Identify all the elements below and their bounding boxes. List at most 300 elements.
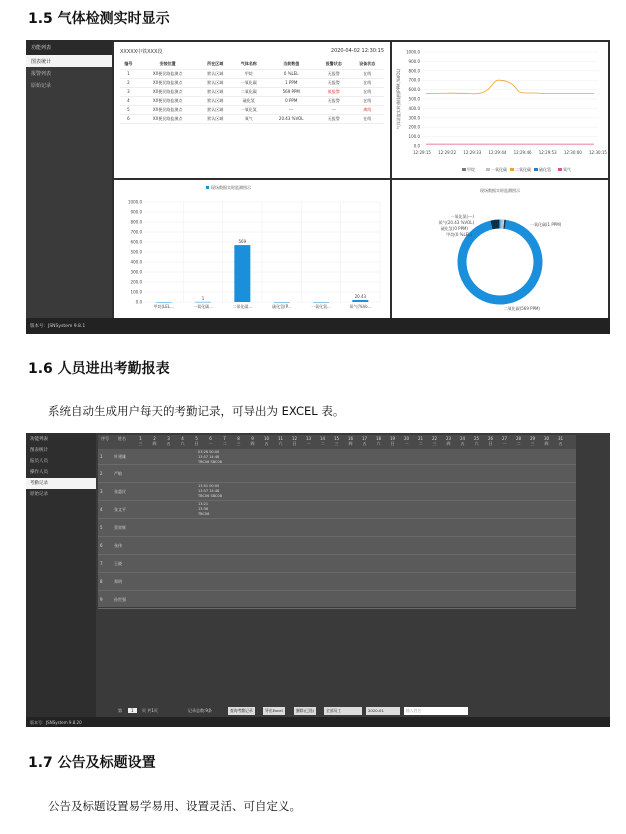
row-number: 4 [100, 507, 103, 512]
punch-time: 03:26 00:00 [198, 450, 220, 454]
col-header-no: 序号 [101, 436, 109, 441]
day-number: 15 [333, 436, 340, 441]
day-header [134, 436, 147, 446]
sidebar-item-alarm-list[interactable]: 报警列表 [31, 71, 52, 77]
sidebar-item-chart-stats[interactable]: 图表统计 [30, 448, 48, 453]
x-tick-label: 12:29:22 [438, 150, 457, 155]
x-tick-label: 一氧化氮... [311, 304, 331, 309]
table-cell: XX便民路监测点 [137, 69, 199, 78]
y-tick-label: 300.0 [408, 115, 420, 121]
table-cell: 0 PPM [265, 96, 316, 105]
person-name: 严敏 [114, 471, 122, 476]
y-tick-label: 900.0 [130, 209, 142, 215]
table-cell: XX便民路监测点 [137, 114, 199, 123]
sidebar-item-raw-records[interactable]: 原始记录 [31, 83, 52, 89]
day-header [484, 436, 497, 446]
day-header [358, 436, 371, 446]
weekday: 日 [194, 441, 199, 446]
weekday: 一 [306, 441, 311, 446]
row-number: 3 [100, 489, 103, 494]
day-header [554, 436, 567, 446]
version-label: 版本号：JSNSystem 9.8.1 [30, 324, 86, 329]
table-cell: 569 PPM [265, 87, 316, 96]
weekday: 六 [278, 441, 283, 446]
legend-label: 一氧化碳 [491, 167, 507, 172]
day-number: 12 [291, 436, 298, 441]
y-tick-label: 900.0 [408, 58, 420, 64]
day-header [288, 436, 301, 446]
day-number: 19 [389, 436, 396, 441]
bar [195, 302, 211, 303]
weekday: 四 [152, 441, 157, 446]
table-cell: 在线 [350, 87, 384, 96]
query-attendance-button[interactable]: 查询考勤记录 [230, 708, 253, 713]
line-chart [392, 42, 608, 178]
punch-time: TBC06 SBC08 [198, 494, 222, 498]
person-name: 王晓 [114, 561, 122, 566]
day-number: 23 [445, 436, 452, 441]
weekday: 五 [264, 441, 269, 446]
x-tick-label: 硫化氢(P... [272, 304, 292, 309]
device-table-panel [114, 42, 390, 178]
pie-chart-panel [392, 180, 608, 318]
day-header [246, 436, 259, 446]
legend-label: 甲烷 [467, 167, 475, 172]
y-tick-label: 500.0 [130, 249, 142, 255]
day-header [540, 436, 553, 446]
legend-swatch [486, 168, 490, 171]
table-cell: 离线 [350, 105, 384, 114]
day-number: 8 [237, 436, 240, 441]
day-header [414, 436, 427, 446]
table-row[interactable] [98, 465, 576, 483]
attendance-log [198, 484, 222, 499]
col-header: 安装位置 [137, 60, 199, 69]
day-header [442, 436, 455, 446]
table-cell: 默认区域 [198, 78, 232, 87]
x-tick-label: 12:30:00 [563, 150, 582, 155]
day-header [274, 436, 287, 446]
weekday: 日 [390, 441, 395, 446]
table-title: XXXXX中铁XXX段 [120, 49, 163, 55]
day-header [176, 436, 189, 446]
device-table [120, 60, 384, 124]
weekday: 一 [502, 441, 507, 446]
weekday: 一 [404, 441, 409, 446]
x-tick-label: 12:30:15 [589, 150, 607, 155]
x-tick-label: 二氧化碳... [232, 304, 253, 309]
data-label: 20.43 [354, 293, 367, 299]
table-cell: 1 PPM [265, 78, 316, 87]
data-label: 1 [201, 295, 205, 301]
day-number: 26 [487, 436, 494, 441]
attendance-log [198, 450, 222, 465]
day-header [498, 436, 511, 446]
day-number: 21 [417, 436, 424, 441]
sidebar-item-operators[interactable]: 操作人员 [30, 470, 48, 475]
bar [274, 302, 290, 303]
day-number: 5 [195, 436, 198, 441]
x-tick-label: 氧气(%Vo... [349, 304, 372, 309]
table-cell: 20.43 %VOL [265, 114, 316, 123]
weekday: 六 [474, 441, 479, 446]
day-number: 17 [361, 436, 368, 441]
day-number: 3 [167, 436, 170, 441]
donut-slice [491, 224, 499, 225]
x-tick-label: 12:29:44 [488, 150, 507, 155]
punch-time: TBC06 [198, 512, 210, 516]
y-tick-label: 600.0 [408, 87, 420, 93]
weekday: 四 [250, 441, 255, 446]
day-header [162, 436, 175, 446]
table-cell: 氧气 [232, 114, 266, 123]
weekday: 六 [180, 441, 185, 446]
chart-title: 现场数据实时监测图示 [211, 185, 251, 190]
line-series-0 [426, 80, 594, 94]
table-cell: 5 [120, 105, 137, 114]
table-cell: 3 [120, 87, 137, 96]
day-header [218, 436, 231, 446]
table-cell: 4 [120, 96, 137, 105]
row-number: 8 [100, 579, 103, 584]
person-name: 张惠民 [114, 489, 126, 494]
sidebar-title: 功能列表 [30, 437, 48, 442]
col-header: 设备状态 [350, 60, 384, 69]
table-cell: 一氧化氮 [232, 105, 266, 114]
day-number: 25 [473, 436, 480, 441]
table-cell: --- [265, 105, 316, 114]
table-row[interactable] [120, 78, 384, 87]
day-header [302, 436, 315, 446]
table-cell: 默认区域 [198, 114, 232, 123]
table-cell: 默认区域 [198, 87, 232, 96]
table-row[interactable] [98, 501, 576, 519]
col-header-name: 姓名 [118, 436, 126, 441]
legend-swatch [510, 168, 514, 171]
x-tick-label: 12:29:53 [538, 150, 557, 155]
slice-label: 甲烷(0 %LEL) [446, 232, 472, 237]
table-row[interactable] [98, 537, 576, 555]
pager-suffix: 页 共1页 [142, 708, 158, 713]
person-name: 张文平 [114, 507, 126, 512]
x-tick-label: 12:29:33 [463, 150, 482, 155]
col-header: 气体名称 [232, 60, 266, 69]
day-header [512, 436, 525, 446]
weekday: 四 [348, 441, 353, 446]
y-axis-label: 气体浓度实时曲线图(PPM,%VOL) [396, 68, 401, 130]
punch-time: TBC06 SBC08 [198, 460, 222, 464]
day-header [470, 436, 483, 446]
attendance-log [198, 502, 209, 517]
day-number: 4 [181, 436, 184, 441]
punch-time: 13:57 14:48 [198, 455, 220, 459]
weekday: 三 [334, 441, 339, 446]
sidebar [26, 433, 96, 717]
gas-monitor-screenshot [26, 40, 610, 334]
y-tick-label: 800.0 [130, 219, 142, 225]
row-number: 5 [100, 525, 103, 530]
day-header [148, 436, 161, 446]
day-number: 2 [153, 436, 156, 441]
weekday: 四 [446, 441, 451, 446]
person-name: 孙世强 [114, 597, 126, 602]
y-tick-label: 1000.0 [128, 199, 142, 205]
day-number: 31 [557, 436, 564, 441]
day-number: 10 [263, 436, 270, 441]
weekday: 二 [222, 441, 227, 446]
section-heading-1-6: 1.6 人员进出考勤报表 [28, 361, 170, 377]
month-picker[interactable]: 2020-01 [366, 707, 400, 715]
weekday: 五 [558, 441, 563, 446]
table-cell: 硫化氢 [232, 96, 266, 105]
sidebar-item-attendance[interactable]: 考勤记录 [26, 478, 96, 489]
table-cell: 甲烷 [232, 69, 266, 78]
y-tick-label: 700.0 [408, 77, 420, 83]
slice-label: 氧气(20.43 %VOL) [438, 220, 474, 225]
table-cell: XX便民路监测点 [137, 87, 199, 96]
delete-selected-button[interactable]: 删除(已选) [296, 708, 315, 713]
weekday: 五 [460, 441, 465, 446]
punch-time: 13:21 [198, 502, 209, 506]
table-cell: 默认区域 [198, 96, 232, 105]
day-header [428, 436, 441, 446]
day-number: 13 [305, 436, 312, 441]
day-number: 14 [319, 436, 326, 441]
table-cell: 1 [120, 69, 137, 78]
table-cell: 0 %LEL [265, 69, 316, 78]
punch-time: 13:57 14:48 [198, 489, 220, 493]
chart-title: 现场数据实时监测图示 [480, 188, 520, 193]
x-tick-label: 12:29:46 [513, 150, 532, 155]
weekday: 三 [138, 441, 143, 446]
day-number: 9 [251, 436, 254, 441]
col-header: 编号 [120, 60, 137, 69]
bar-chart [114, 180, 390, 318]
table-cell: 2 [120, 78, 137, 87]
weekday: 五 [166, 441, 171, 446]
weekday: 日 [488, 441, 493, 446]
weekday: 四 [544, 441, 549, 446]
sidebar-item-raw-records[interactable]: 原始记录 [30, 492, 48, 497]
day-header [260, 436, 273, 446]
y-tick-label: 700.0 [130, 229, 142, 235]
legend-swatch [462, 168, 466, 171]
weekday: 日 [292, 441, 297, 446]
table-cell: 在线 [350, 96, 384, 105]
version-label: 版本号：JSNSystem 9.8.20 [30, 720, 82, 725]
legend-label: 硫化氢 [539, 167, 551, 172]
legend-label: 氧气 [563, 167, 571, 172]
page-input[interactable]: 1 [128, 708, 137, 713]
table-cell: 在线 [350, 78, 384, 87]
day-number: 30 [543, 436, 550, 441]
day-header [204, 436, 217, 446]
table-cell: 低报警 [317, 87, 351, 96]
x-tick-label: 一氧化碳... [193, 304, 213, 309]
day-header [232, 436, 245, 446]
row-number: 2 [100, 471, 103, 476]
day-number: 1 [139, 436, 142, 441]
sidebar [26, 40, 112, 318]
table-row[interactable] [98, 573, 576, 591]
bar [234, 245, 250, 302]
punch-time: 13:51 00:00 [198, 484, 220, 488]
data-label: 569 [238, 239, 247, 245]
legend-swatch [206, 186, 209, 189]
x-tick-label: 甲烷(LEL... [153, 304, 174, 309]
sidebar-title: 功能列表 [26, 40, 112, 55]
table-row[interactable] [120, 96, 384, 105]
section-desc-1-6: 系统自动生成用户每天的考勤记录，可导出为 EXCEL 表。 [48, 404, 345, 418]
table-row[interactable] [120, 114, 384, 123]
y-tick-label: 1000.0 [406, 49, 420, 55]
datetime: 2020-04-02 12:30:15 [330, 48, 384, 54]
day-header [526, 436, 539, 446]
table-cell: XX便民路监测点 [137, 78, 199, 87]
y-tick-label: 0.0 [413, 143, 420, 149]
day-number: 11 [277, 436, 284, 441]
y-tick-label: 100.0 [130, 289, 142, 295]
table-row[interactable] [120, 105, 384, 114]
table-cell: 默认区域 [198, 69, 232, 78]
y-tick-label: 200.0 [408, 124, 420, 130]
pager [98, 707, 608, 717]
status-bar [26, 717, 610, 727]
row-number: 6 [100, 543, 103, 548]
donut-chart [392, 180, 608, 318]
legend-label: 二氧化碳 [515, 167, 531, 172]
weekday: 三 [432, 441, 437, 446]
table-cell: 一氧化碳 [232, 78, 266, 87]
table-row[interactable] [98, 449, 576, 465]
day-header [344, 436, 357, 446]
y-tick-label: 300.0 [130, 269, 142, 275]
y-tick-label: 400.0 [408, 105, 420, 111]
day-header [456, 436, 469, 446]
person-name: 郑明 [114, 579, 122, 584]
x-tick-label: 12:29:15 [413, 150, 431, 155]
day-number: 20 [403, 436, 410, 441]
table-row[interactable] [120, 69, 384, 78]
bar [313, 302, 329, 303]
y-tick-label: 400.0 [130, 259, 142, 265]
person-name: 张伟 [114, 543, 122, 548]
day-number: 16 [347, 436, 354, 441]
day-header [400, 436, 413, 446]
weekday: 三 [530, 441, 535, 446]
weekday: 一 [208, 441, 213, 446]
employee-select[interactable]: 全部员工 [324, 707, 362, 715]
table-cell: XX便民路监测点 [137, 96, 199, 105]
export-excel-button[interactable]: 导出Excel [265, 708, 283, 713]
weekday: 五 [362, 441, 367, 446]
col-header: 当前数值 [265, 60, 316, 69]
table-cell: 在线 [350, 114, 384, 123]
day-number: 24 [459, 436, 466, 441]
day-header [190, 436, 203, 446]
table-row[interactable] [98, 591, 576, 609]
table-cell: --- [317, 105, 351, 114]
weekday: 二 [418, 441, 423, 446]
table-cell: 二氧化碳 [232, 87, 266, 96]
person-name: 叶建雄 [114, 454, 126, 459]
table-row[interactable] [120, 87, 384, 96]
day-number: 7 [223, 436, 226, 441]
bar [352, 300, 368, 302]
bar-chart-panel [114, 180, 390, 318]
attendance-grid [98, 435, 576, 607]
sidebar-item-chart-stats[interactable]: 图表统计 [26, 55, 112, 67]
table-cell: 6 [120, 114, 137, 123]
record-count: 记录总数:9条 [188, 708, 212, 713]
section-desc-1-7: 公告及标题设置易学易用、设置灵活、可自定义。 [48, 799, 301, 813]
bar [156, 302, 172, 303]
row-number: 9 [100, 597, 103, 602]
row-number: 7 [100, 561, 103, 566]
day-number: 27 [501, 436, 508, 441]
weekday: 二 [516, 441, 521, 446]
weekday: 六 [376, 441, 381, 446]
day-number: 22 [431, 436, 438, 441]
day-number: 18 [375, 436, 382, 441]
weekday: 二 [320, 441, 325, 446]
table-cell: XX便民路监测点 [137, 105, 199, 114]
day-header [372, 436, 385, 446]
table-row[interactable] [98, 519, 576, 537]
day-number: 6 [209, 436, 212, 441]
y-tick-label: 800.0 [408, 68, 420, 74]
status-bar [26, 318, 610, 334]
day-header [386, 436, 399, 446]
day-number: 29 [529, 436, 536, 441]
y-tick-label: 200.0 [130, 279, 142, 285]
col-header: 报警状态 [317, 60, 351, 69]
table-row[interactable] [98, 555, 576, 573]
col-header: 所在区域 [198, 60, 232, 69]
slice-label: 硫化氢(0 PPM) [440, 226, 468, 231]
y-tick-label: 0.0 [135, 299, 142, 305]
slice-label: 一氧化碳(1 PPM) [530, 222, 562, 227]
table-cell: 无报警 [317, 78, 351, 87]
y-tick-label: 100.0 [408, 134, 420, 140]
grid-header [98, 435, 576, 449]
day-header [330, 436, 343, 446]
sidebar-item-report-staff[interactable]: 报员人员 [30, 459, 48, 464]
line-chart-panel [392, 42, 608, 178]
y-tick-label: 600.0 [130, 239, 142, 245]
table-row[interactable] [98, 483, 576, 501]
donut-slice [462, 224, 538, 300]
table-cell: 无报警 [317, 114, 351, 123]
person-name: 蔡荣辉 [114, 525, 126, 530]
slice-label: 一氧化氮(---) [450, 214, 474, 219]
day-number: 28 [515, 436, 522, 441]
day-header [316, 436, 329, 446]
attendance-screenshot [26, 433, 610, 727]
name-search-input[interactable]: 输入姓名 [404, 707, 468, 715]
punch-time: 13:36 [198, 507, 209, 511]
table-cell: 无报警 [317, 69, 351, 78]
section-heading-1-5: 1.5 气体检测实时显示 [28, 11, 170, 27]
legend-swatch [534, 168, 538, 171]
row-number: 1 [100, 454, 103, 459]
slice-label: 二氧化碳(569 PPM) [503, 306, 540, 311]
table-cell: 无报警 [317, 96, 351, 105]
section-heading-1-7: 1.7 公告及标题设置 [28, 755, 156, 771]
table-cell: 在线 [350, 69, 384, 78]
table-cell: 默认区域 [198, 105, 232, 114]
y-tick-label: 500.0 [408, 96, 420, 102]
